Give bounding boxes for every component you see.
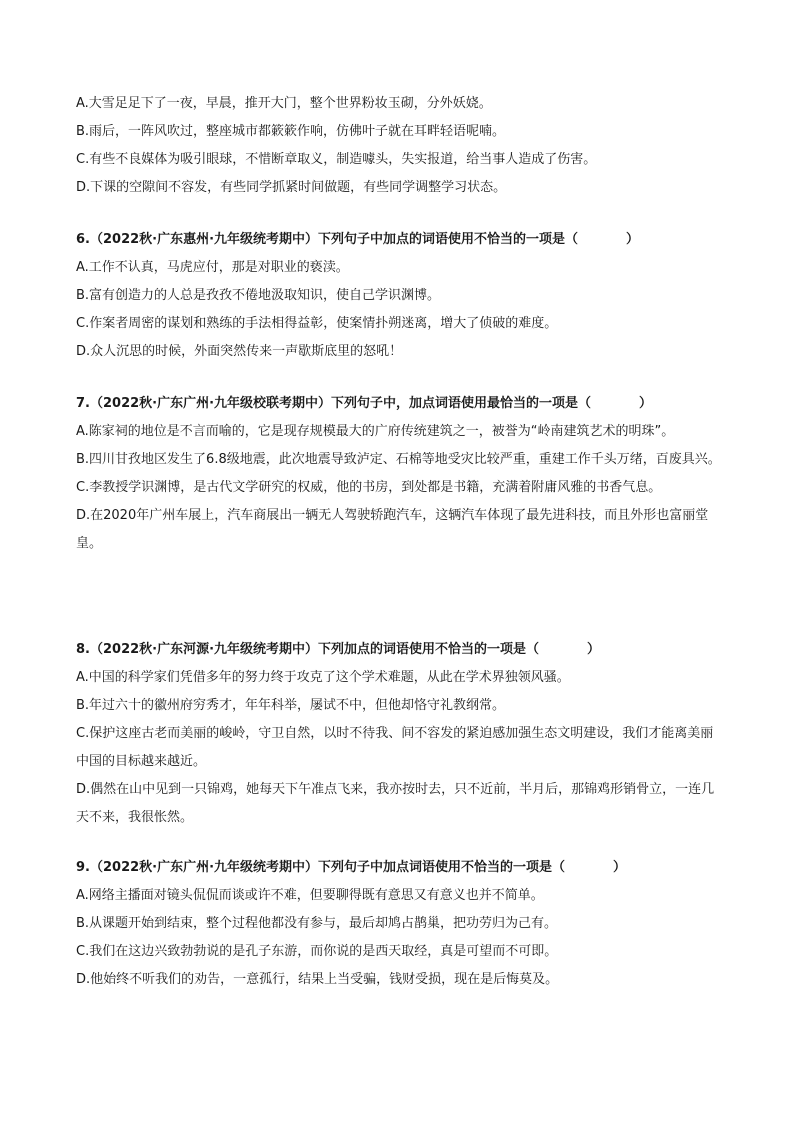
question-stem: （2022秋·广东广州·九年级校联考期中）下列句子中，加点词语使用最恰当的一项是（: [89, 396, 592, 411]
option-d: D.下课的空隙间不容发，有些同学抓紧时间做题，有些同学调整学习状态。: [76, 180, 507, 195]
question-number: 8.: [76, 642, 90, 657]
question-heading: [76, 636, 726, 664]
option-b: B.从课题开始到结束，整个过程他都没有参与，最后却鸠占鹊巢，把功劳归为己有。: [76, 916, 558, 931]
question-8: [76, 636, 726, 832]
question-stem-close: ）: [626, 232, 640, 247]
question-heading: [76, 854, 726, 882]
option-c: C.我们在这边兴致勃勃说的是孔子东游，而你说的是西天取经，真是可望而不可即。: [76, 944, 558, 959]
question-heading: [76, 226, 726, 254]
question-stem-close: ）: [587, 642, 601, 657]
option-c: C.保护这座古老而美丽的峻岭，守卫自然，以时不待我、间不容发的紧迫感加强生态文明建设，我们才能离美丽中国的目标越来越近。: [76, 726, 714, 769]
option-d: D.在2020年广州车展上，汽车商展出一辆无人驾驶轿跑汽车，这辆汽车体现了最先进科技，而且外形也富丽堂皇。: [76, 508, 709, 551]
option-d: D.众人沉思的时候，外面突然传来一声歇斯底里的怒吼！: [76, 344, 403, 359]
question-number: 9.: [76, 860, 90, 875]
option-a: A.网络主播面对镜头侃侃而谈或许不难，但要聊得既有意思又有意义也并不简单。: [76, 888, 544, 903]
question-stem-close: ）: [613, 860, 627, 875]
question-number: 7.: [76, 396, 90, 411]
option-c: C.作案者周密的谋划和熟练的手法相得益彰，使案情扑朔迷离，增大了侦破的难度。: [76, 316, 558, 331]
question-stem: （2022秋·广东惠州·九年级统考期中）下列句子中加点的词语使用不恰当的一项是（: [89, 232, 579, 247]
option-b: B.富有创造力的人总是孜孜不倦地汲取知识，使自己学识渊博。: [76, 288, 441, 303]
option-c: C.有些不良媒体为吸引眼球，不惜断章取义，制造噱头，失实报道，给当事人造成了伤害。: [76, 152, 597, 167]
question-heading: [76, 390, 726, 418]
option-a: A.陈家祠的地位是不言而喻的，它是现存规模最大的广府传统建筑之一，被誉为“岭南建筑艺术的明珠”。: [76, 424, 675, 439]
question-stem: （2022秋·广东河源·九年级统考期中）下列加点的词语使用不恰当的一项是（: [89, 642, 540, 657]
option-a: A.工作不认真，马虎应付，那是对职业的亵渎。: [76, 260, 349, 275]
previous-question-options: [76, 90, 726, 202]
question-9: [76, 854, 726, 994]
option-b: B.年过六十的徽州府穷秀才，年年科举，屡试不中，但他却恪守礼教纲常。: [76, 698, 506, 713]
option-d: D.偶然在山中见到一只锦鸡，她每天下午准点飞来，我亦按时去，只不近前，半月后，那锦鸡形销骨立，一连几天不来，我很怅然。: [76, 782, 715, 825]
question-7: [76, 390, 726, 558]
question-6: [76, 226, 726, 366]
option-c: C.李教授学识渊博，是古代文学研究的权威，他的书房，到处都是书籍，充满着附庸风雅的书香气息。: [76, 480, 662, 495]
option-b: B.四川甘孜地区发生了6.8级地震，此次地震导致泸定、石棉等地受灾比较严重，重建工作千头万绪，百废具兴。: [76, 452, 721, 467]
question-stem-close: ）: [639, 396, 653, 411]
question-stem: （2022秋·广东广州·九年级统考期中）下列句子中加点词语使用不恰当的一项是（: [89, 860, 566, 875]
option-a: A.大雪足足下了一夜，早晨，推开大门，整个世界粉妆玉砌，分外妖娆。: [76, 96, 492, 111]
question-number: 6.: [76, 232, 90, 247]
option-d: D.他始终不听我们的劝告，一意孤行，结果上当受骗，钱财受损，现在是后悔莫及。: [76, 972, 559, 987]
option-a: A.中国的科学家们凭借多年的努力终于攻克了这个学术难题，从此在学术界独领风骚。: [76, 670, 570, 685]
option-b: B.雨后，一阵风吹过，整座城市都簌簌作响，仿佛叶子就在耳畔轻语呢喃。: [76, 124, 506, 139]
